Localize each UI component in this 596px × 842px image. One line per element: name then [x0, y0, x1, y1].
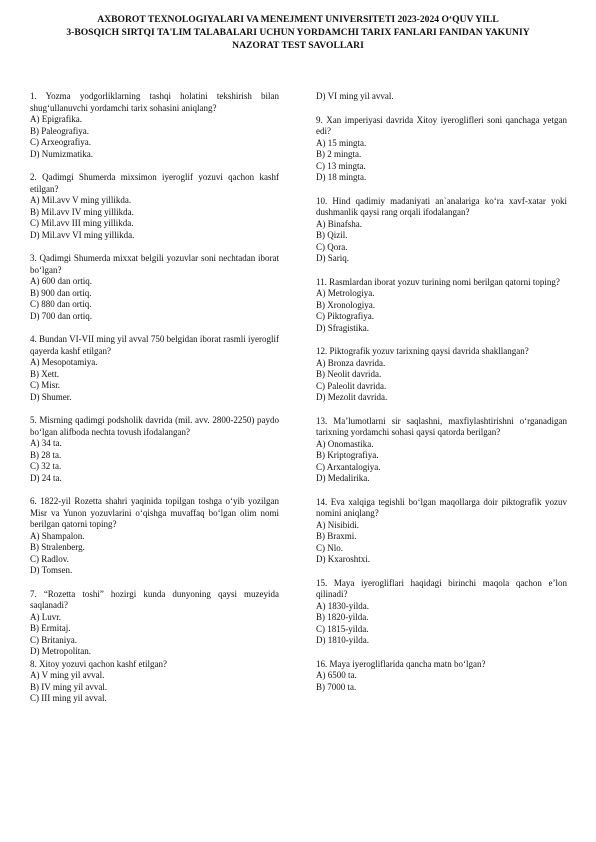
continued-option	[316, 91, 567, 103]
answer-option: D) Tomsen.	[30, 565, 73, 575]
question-block	[30, 496, 279, 577]
answer-option: B) Xronologiya.	[316, 299, 375, 310]
answer-option: B) IV ming yil avval.	[30, 681, 108, 692]
answer-option: D) 18 mingta.	[316, 172, 367, 182]
question-block	[30, 91, 279, 160]
answer-option: A) 6500 ta.	[316, 670, 357, 680]
question-block	[316, 416, 567, 485]
question-text: 3. Qadimgi Shumerda mixxat belgili yozuvlar soni nechtadan iborat bo‘lgan?	[30, 253, 279, 275]
answer-option: B) 28 ta.	[30, 449, 62, 460]
question-block	[30, 172, 279, 241]
question-text: 4. Bundan VI-VII ming yil avval 750 belgidan iborat rasmli iyeroglif qayerda kashf etilgan?	[30, 334, 279, 356]
question-block	[316, 277, 567, 335]
answer-option: C) 880 dan ortiq.	[30, 299, 92, 309]
answer-option: A) Mil.avv V ming yillikda.	[30, 195, 132, 205]
answer-option: A) 1830-yilda.	[316, 600, 369, 611]
answer-option: D) Kxaroshtxi.	[316, 554, 370, 564]
answer-option: D) Mezolit davrida.	[316, 392, 388, 402]
question-text: 7. “Rozetta toshi” hozirgi kunda dunyoning qaysi muzeyida saqlanadi?	[30, 588, 279, 610]
right-column	[316, 91, 567, 705]
answer-option: C) Qora.	[316, 241, 348, 252]
answer-option: A) Nisibidi.	[316, 519, 360, 530]
answer-option: B) Mil.avv IV ming yillikda.	[30, 206, 134, 217]
question-block	[316, 346, 567, 404]
question-text: 6. 1822-yil Rozetta shahri yaqinida topilgan toshga o‘yib yozilgan Misr va Yunon yozuvlarini o‘qishga muvaffaq bo‘lgan olim nomi berilgan qatorni toping?	[30, 496, 279, 529]
answer-option: A) V ming yil avval.	[30, 670, 105, 680]
question-block	[316, 578, 567, 647]
answer-option: D) Medalirika.	[316, 473, 370, 483]
question-block	[30, 659, 279, 705]
answer-option: C) Paleolit davrida.	[316, 380, 387, 391]
answer-option: D) Shumer.	[30, 391, 72, 402]
answer-option: A) 600 dan ortiq.	[30, 276, 92, 286]
answer-option: B) Xett.	[30, 368, 59, 379]
answer-option: D) Mil.avv VI ming yillikda.	[30, 229, 135, 240]
question-text: 9. Xan imperiyasi davrida Xitoy iyeroglifleri soni qanchaga yetgan edi?	[316, 114, 567, 136]
question-block	[30, 589, 279, 658]
answer-option: C) Arxantalogiya.	[316, 461, 381, 472]
answer-option: D) 1810-yilda.	[316, 635, 369, 645]
question-text: 8. Xitoy yozuvi qachon kashf etilgan?	[30, 658, 167, 669]
header-line-1: AXBOROT TEXNOLOGIYALARI VA MENEJMENT UNIVERSITETI 2023-2024 O‘QUV YILL	[97, 14, 499, 25]
answer-option: C) 1815-yilda.	[316, 623, 369, 634]
question-text: 12. Piktografik yozuv tarixning qaysi davrida shakllangan?	[316, 346, 529, 356]
question-text: 13. Ma’lumotlarni sir saqlashni, maxfiylashtirishni o‘rganadigan tarixning yordamchi sohasi qaysi qatorda berilgan?	[316, 415, 567, 437]
answer-option: B) Braxmi.	[316, 531, 357, 541]
question-block	[316, 497, 567, 566]
question-block	[30, 334, 279, 403]
answer-option: D) 24 ta.	[30, 472, 62, 483]
answer-option: B) 2 mingta.	[316, 149, 362, 159]
question-text: 16. Maya iyerogliflarida qancha matn bo‘lgan?	[316, 658, 486, 669]
answer-option: C) Piktografiya.	[316, 311, 374, 321]
question-text: 15. Maya iyerogliflari haqidagi birinchi maqola qachon e’lon qilinadi?	[316, 577, 567, 599]
header-line-3: NAZORAT TEST SAVOLLARI	[232, 40, 364, 51]
answer-option: D) Metropolitan.	[30, 646, 91, 656]
question-block	[316, 659, 567, 694]
question-block	[316, 196, 567, 265]
answer-option: A) Mesopotamiya.	[30, 357, 98, 367]
answer-option: C) Arxeografiya.	[30, 137, 91, 147]
answer-option: B) Kriptografiya.	[316, 450, 379, 460]
answer-option: B) Ermitaj.	[30, 623, 71, 633]
question-text: 14. Eva xalqiga tegishli bo‘lgan maqollarga doir piktografik yozuv nomini aniqlang?	[316, 496, 567, 518]
option: D) VI ming yil avval.	[316, 91, 394, 101]
answer-option: C) Mil.avv III ming yillikda.	[30, 218, 134, 228]
left-column	[30, 91, 279, 717]
answer-option: B) Stralenberg.	[30, 542, 85, 552]
answer-option: C) Radlov.	[30, 553, 69, 564]
answer-option: A) 15 mingta.	[316, 137, 367, 148]
header-line-2: 3-BOSQICH SIRTQI TA'LIM TALABALARI UCHUN YORDAMCHI TARIX FANLARI FANIDAN YAKUNIY	[66, 27, 530, 38]
answer-option: D) Sariq.	[316, 253, 349, 263]
answer-option: A) Onomastika.	[316, 438, 374, 449]
question-text: 2. Qadimgi Shumerda mixsimon iyeroglif yozuvi qachon kashf etilgan?	[30, 172, 279, 194]
question-text: 1. Yozma yodgorliklarning tashqi holatini tekshirish bilan shug‘ullanuvchi yordamchi tarix sohasini aniqlang?	[30, 91, 279, 113]
answer-option: A) Shampalon.	[30, 530, 85, 541]
answer-option: A) Luvr.	[30, 611, 61, 622]
question-block	[30, 415, 279, 484]
answer-option: C) Misr.	[30, 380, 61, 390]
question-block	[316, 115, 567, 184]
answer-option: B) Neolit davrida.	[316, 369, 382, 379]
answer-option: B) 1820-yilda.	[316, 612, 369, 622]
question-block	[30, 253, 279, 322]
answer-option: B) Paleografiya.	[30, 125, 89, 136]
answer-option: C) Britaniya.	[30, 634, 77, 645]
answer-option: D) Sfragistika.	[316, 322, 369, 333]
answer-option: C) 13 mingta.	[316, 160, 366, 171]
answer-option: C) 32 ta.	[30, 461, 62, 471]
question-text: 10. Hind qadimiy madaniyati an`analariga ko‘ra xavf-xatar yoki dushmanlik qaysi rang orqali ifodalangan?	[316, 195, 567, 217]
question-text: 5. Misrning qadimgi podsholik davrida (mil. avv. 2800-2250) paydo bo‘lgan alifboda nechta tovush ifodalangan?	[30, 415, 279, 437]
answer-option: A) Metrologiya.	[316, 288, 375, 298]
answer-option: D) 700 dan ortiq.	[30, 310, 92, 321]
answer-option: C) Nlo.	[316, 542, 343, 553]
answer-option: D) Numizmatika.	[30, 148, 93, 159]
answer-option: C) III ming yil avval.	[30, 693, 107, 703]
question-text: 11. Rasmlardan iborat yozuv turining nomi berilgan qatorni toping?	[316, 276, 560, 287]
answer-option: A) Bronza davrida.	[316, 357, 386, 368]
answer-option: A) 34 ta.	[30, 438, 62, 448]
answer-option: A) Epigrafika.	[30, 114, 82, 124]
answer-option: B) 900 dan ortiq.	[30, 287, 92, 298]
document-header	[20, 13, 576, 52]
answer-option: B) Qizil.	[316, 230, 348, 240]
answer-option: A) Binafsha.	[316, 218, 362, 229]
answer-option: B) 7000 ta.	[316, 681, 357, 692]
